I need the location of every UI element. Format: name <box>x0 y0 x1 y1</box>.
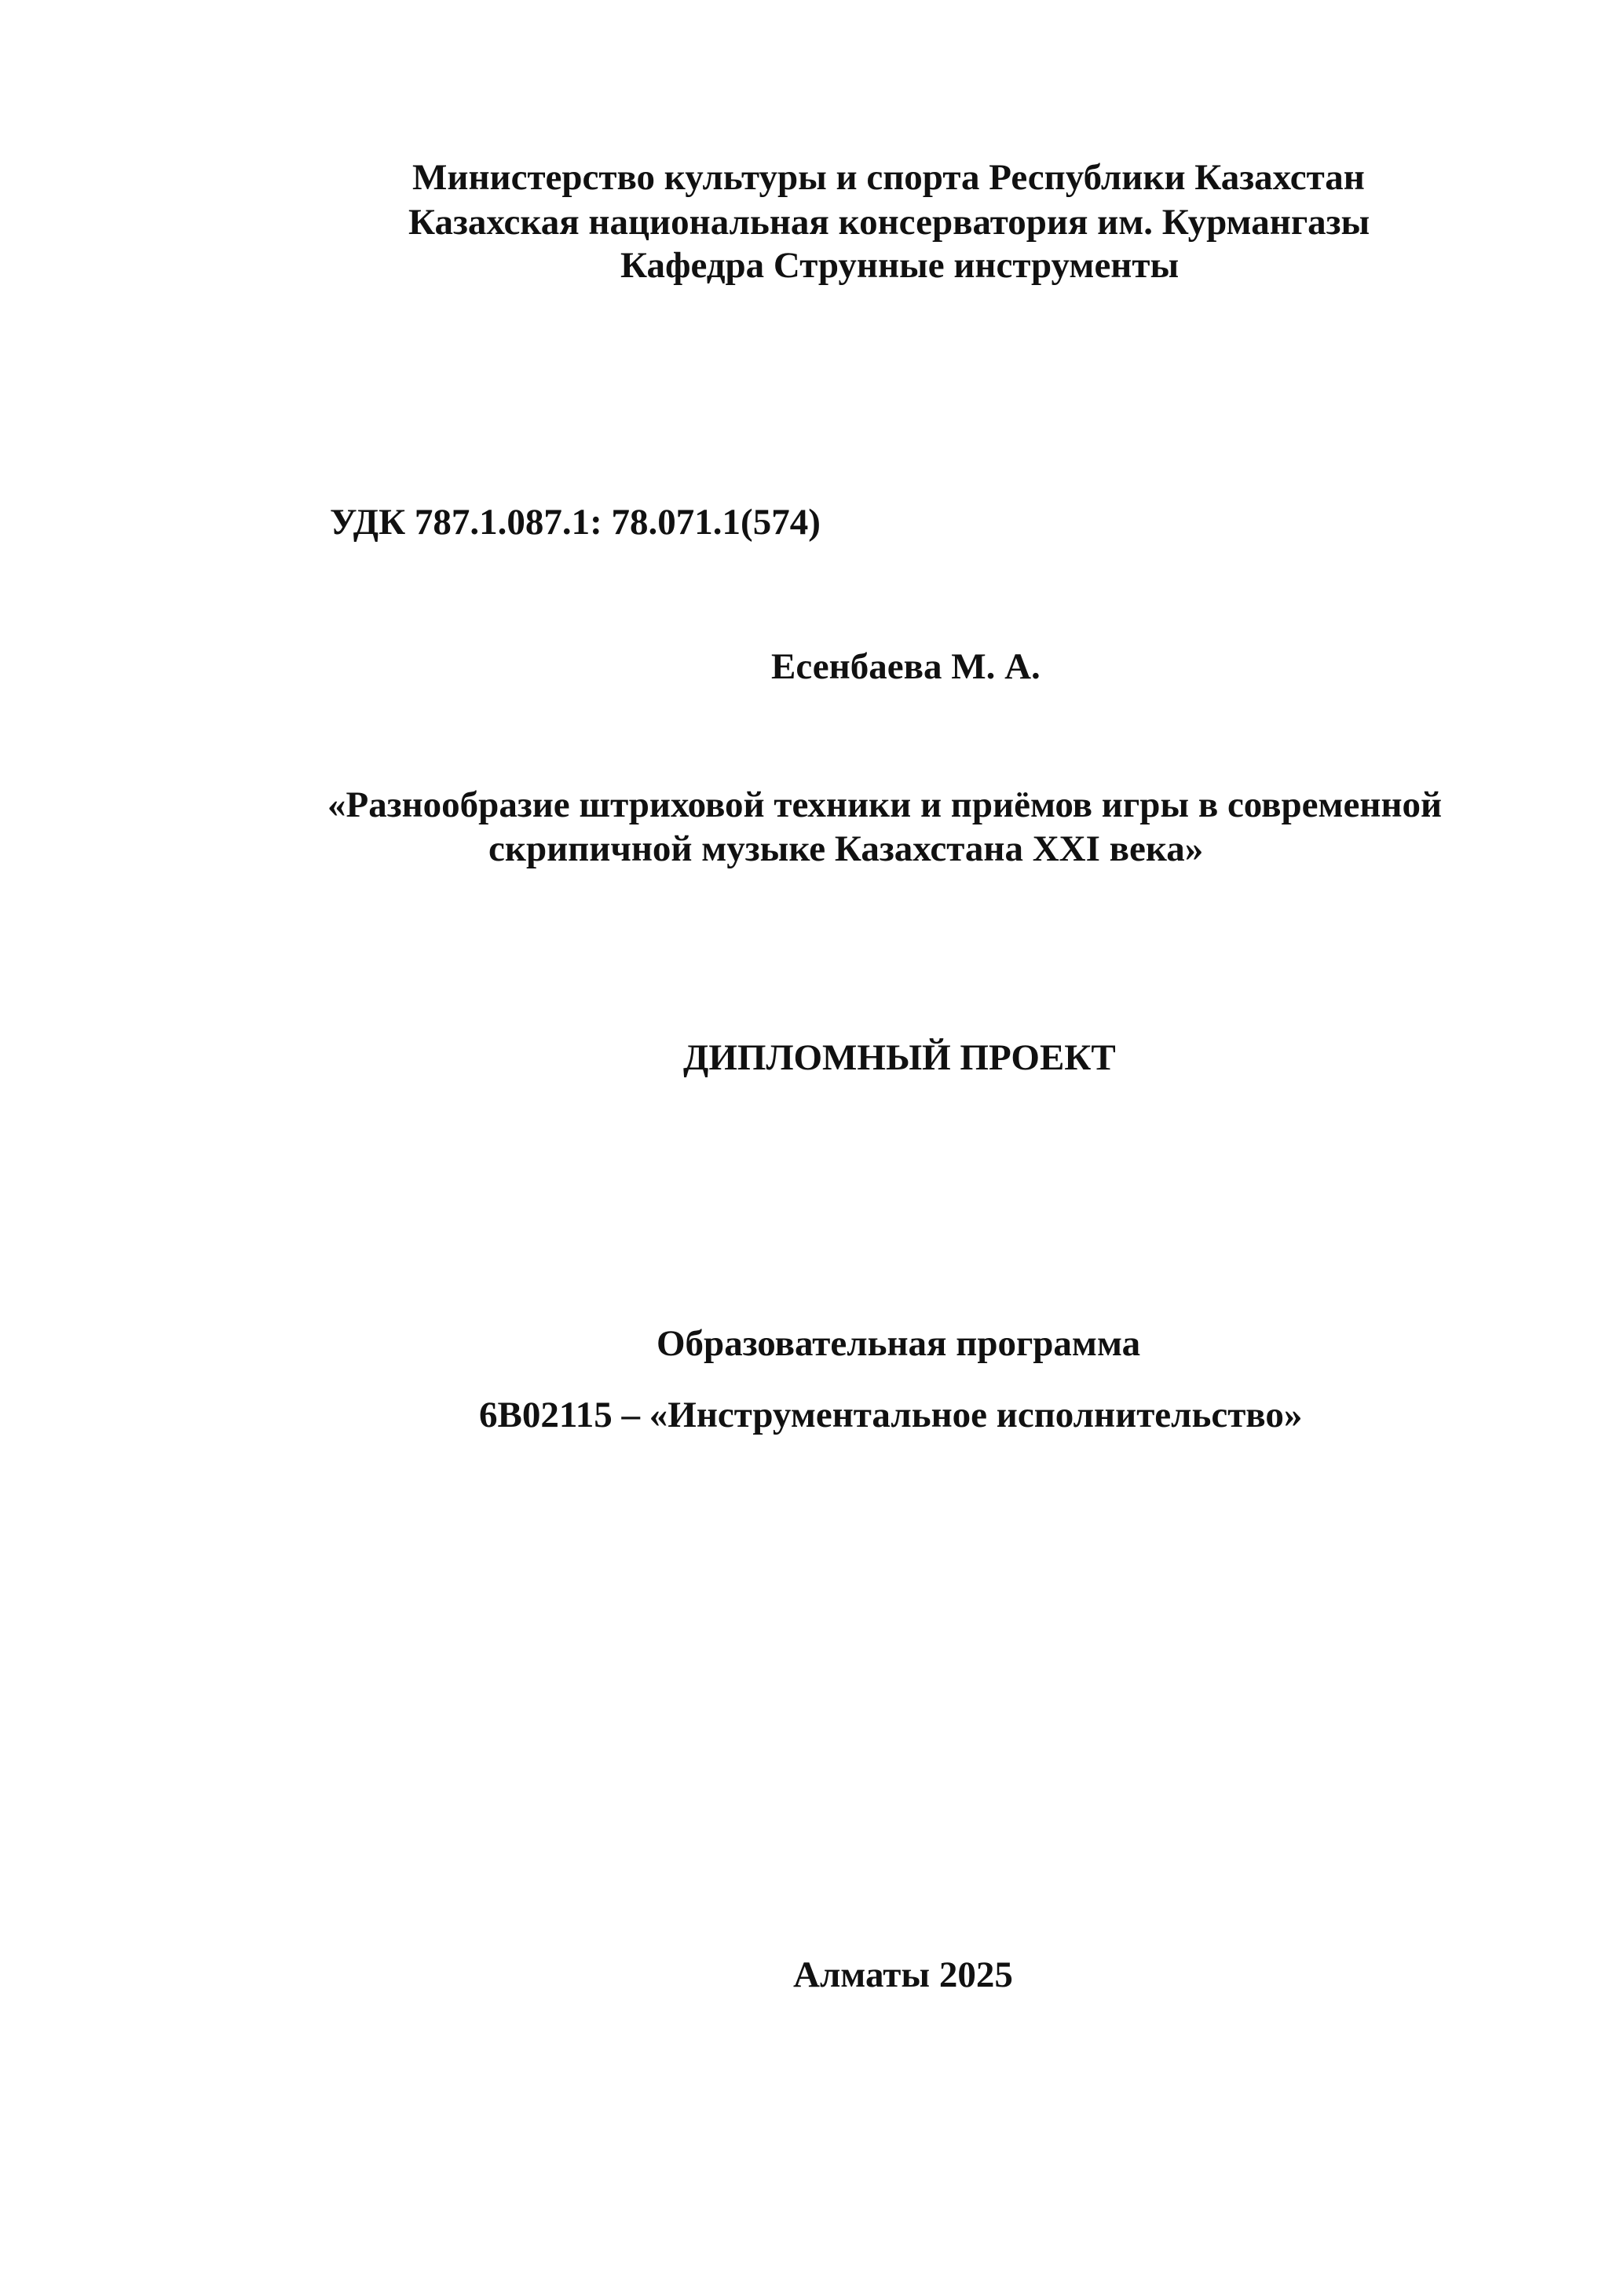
thesis-title-line-1: «Разнообразие штриховой техники и приёмов игры в современной <box>327 784 1443 825</box>
udc-code: УДК 787.1.087.1: 78.071.1(574) <box>330 502 821 543</box>
author-name: Есенбаева М. А. <box>771 646 1041 687</box>
program-label: Образовательная программа <box>657 1323 1141 1364</box>
conservatory-name: Казахская национальная консерватория им. Курмангазы <box>408 202 1370 243</box>
ministry-name: Министерство культуры и спорта Республики Казахстан <box>412 157 1365 198</box>
document-type: ДИПЛОМНЫЙ ПРОЕКТ <box>683 1037 1116 1078</box>
department-name: Кафедра Струнные инструменты <box>620 245 1180 286</box>
program-code: 6В02115 – «Инструментальное исполнительство» <box>479 1395 1303 1435</box>
thesis-title-line-2: скрипичной музыке Казахстана XXI века» <box>488 828 1204 869</box>
city-year: Алматы 2025 <box>793 1954 1013 1995</box>
